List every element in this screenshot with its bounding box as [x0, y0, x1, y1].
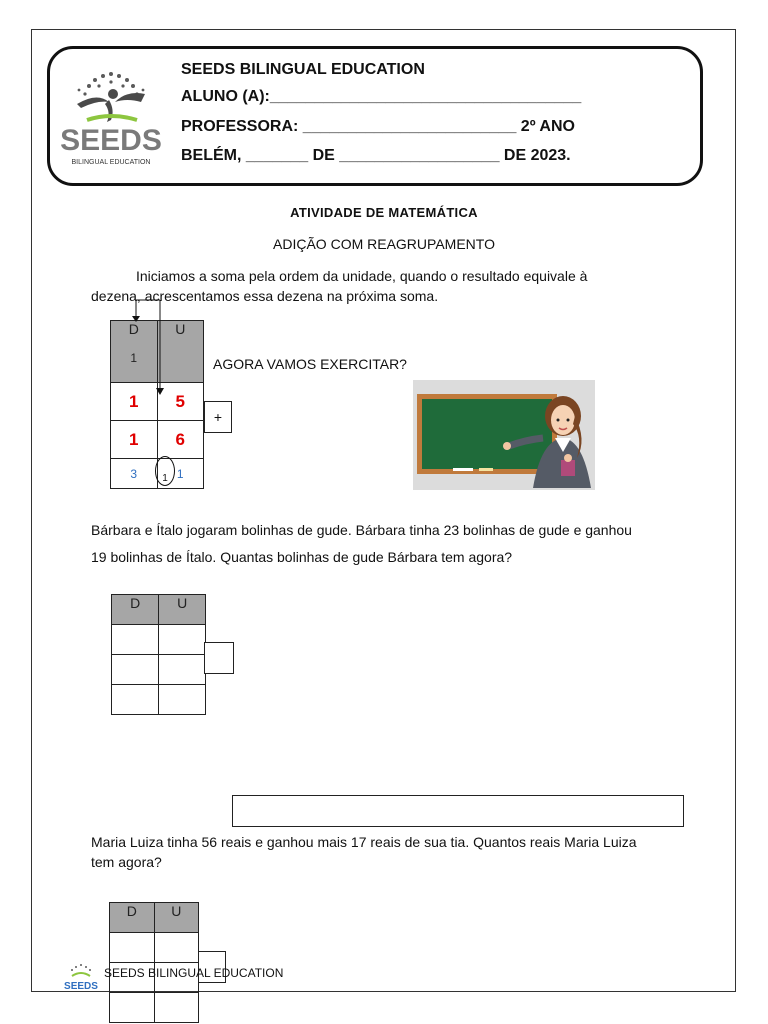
problem1-table	[111, 594, 206, 715]
problem1-sign-box[interactable]	[204, 642, 234, 674]
example-result-u: 1	[157, 459, 204, 489]
circled-carry: 1	[155, 456, 175, 486]
problem2-table	[109, 902, 199, 1023]
problem1-header-u: U	[159, 595, 206, 625]
problem1-cell-r1-u[interactable]	[159, 625, 206, 655]
example-row1-u: 5	[157, 383, 204, 421]
carry-arrows	[126, 290, 176, 410]
student-name-line[interactable]: ALUNO (A):___________________________________	[181, 88, 582, 105]
problem2-cell-r3-d[interactable]	[110, 993, 155, 1023]
problem2-line-1: Maria Luiza tinha 56 reais e ganhou mais 17 reais de sua tia. Quantos reais Maria Luiza	[91, 834, 637, 850]
plus-sign-box: +	[204, 401, 232, 433]
problem1-header-d: D	[112, 595, 159, 625]
example-header-d: D 1	[111, 321, 158, 383]
answer-box[interactable]	[232, 795, 684, 827]
example-row2-d: 1	[111, 421, 158, 459]
problem1-cell-r1-d[interactable]	[112, 625, 159, 655]
intro-line-2: dezena, acrescentamos essa dezena na próxima soma.	[91, 288, 439, 304]
page-title: ATIVIDADE DE MATEMÁTICA	[290, 205, 478, 220]
problem2-line-2: tem agora?	[91, 854, 162, 870]
example-result-d: 3	[111, 459, 158, 489]
problem2-cell-r3-u[interactable]	[154, 993, 199, 1023]
svg-text:BILINGUAL EDUCATION: BILINGUAL EDUCATION	[71, 159, 151, 166]
example-header-u: U	[157, 321, 204, 383]
example-row2-u: 6	[157, 421, 204, 459]
problem1-cell-r2-d[interactable]	[112, 655, 159, 685]
example-carry: 1	[130, 351, 138, 365]
footer-text: SEEDS BILINGUAL EDUCATION	[104, 966, 284, 980]
problem1-line-1: Bárbara e Ítalo jogaram bolinhas de gude. Bárbara tinha 23 bolinhas de gude e ganhou	[91, 522, 632, 538]
seeds-logo	[57, 64, 165, 172]
example-row1-d: 1	[111, 383, 158, 421]
teacher-chalkboard-illustration	[413, 380, 595, 490]
page-subtitle: ADIÇÃO COM REAGRUPAMENTO	[273, 236, 495, 252]
problem2-cell-r1-u[interactable]	[154, 933, 199, 963]
school-name: SEEDS BILINGUAL EDUCATION	[181, 61, 425, 78]
problem1-line-2: 19 bolinhas de Ítalo. Quantas bolinhas de gude Bárbara tem agora?	[91, 549, 513, 565]
footer-logo	[64, 962, 98, 992]
svg-text:SEEDS: SEEDS	[64, 981, 98, 992]
problem2-header-d: D	[110, 903, 155, 933]
problem2-header-u: U	[154, 903, 199, 933]
teacher-line[interactable]: PROFESSORA: ________________________ 2º ANO	[181, 118, 575, 135]
exercise-prompt: AGORA VAMOS EXERCITAR?	[213, 356, 407, 372]
problem1-cell-r3-u[interactable]	[159, 685, 206, 715]
problem1-cell-r3-d[interactable]	[112, 685, 159, 715]
date-line[interactable]: BELÉM, _______ DE __________________ DE 2023.	[181, 147, 571, 164]
intro-line-1: Iniciamos a soma pela ordem da unidade, quando o resultado equivale à	[136, 268, 588, 284]
problem2-cell-r1-d[interactable]	[110, 933, 155, 963]
problem1-cell-r2-u[interactable]	[159, 655, 206, 685]
svg-text:SEEDS: SEEDS	[60, 124, 162, 157]
